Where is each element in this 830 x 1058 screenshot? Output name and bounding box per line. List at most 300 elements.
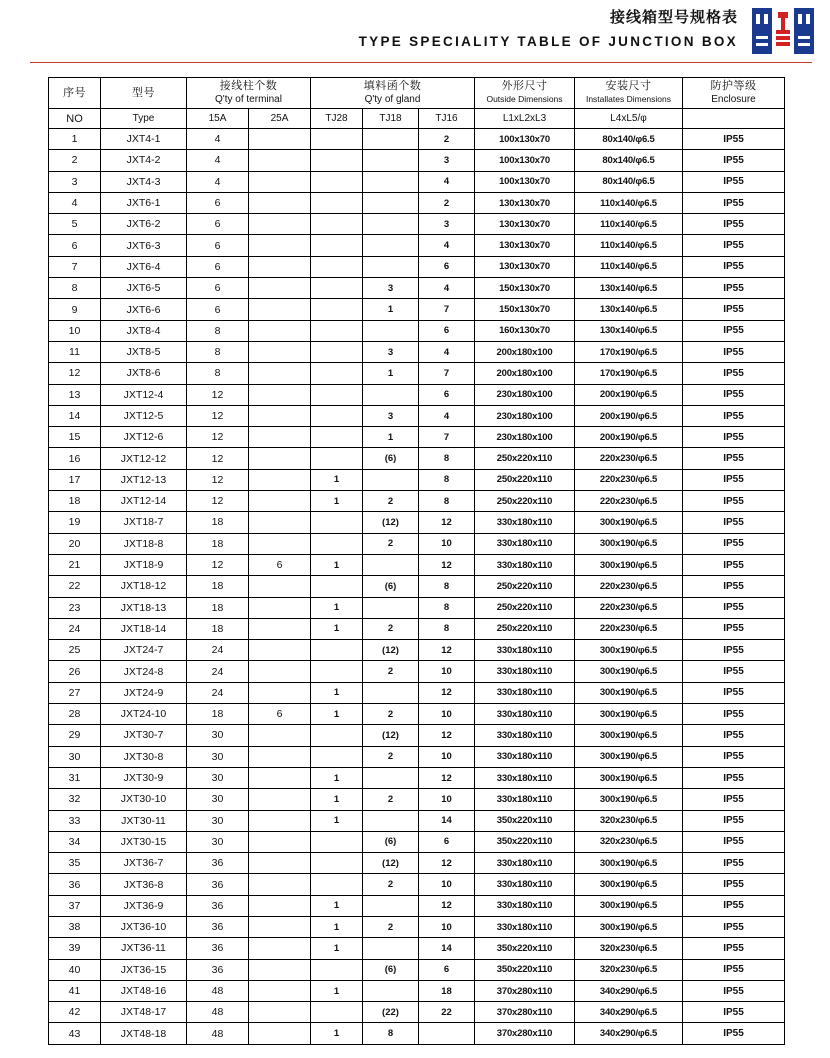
- cell-tj28: [311, 725, 363, 746]
- cell-outside-dimensions: 330x180x110: [475, 895, 575, 916]
- header-type-en: [101, 109, 187, 129]
- header-15a-label: 15A: [208, 113, 227, 124]
- header-tj16-label: TJ16: [435, 113, 458, 124]
- cell-type: JXT12-6: [101, 427, 187, 448]
- cell-outside-dimensions: 330x180x110: [475, 853, 575, 874]
- cell-enclosure: IP55: [683, 959, 785, 980]
- cell-no: 8: [49, 278, 101, 299]
- cell-outside-dimensions: 350x220x110: [475, 831, 575, 852]
- cell-install-dimensions: 300x190/φ6.5: [575, 512, 683, 533]
- cell-type: JXT36-15: [101, 959, 187, 980]
- cell-enclosure: IP55: [683, 789, 785, 810]
- cell-no: 30: [49, 746, 101, 767]
- cell-tj16: 3: [419, 150, 475, 171]
- cell-install-dimensions: 340x290/φ6.5: [575, 1002, 683, 1023]
- cell-outside-dimensions: 200x180x100: [475, 341, 575, 362]
- cell-tj18: [363, 384, 419, 405]
- cell-25a: [249, 916, 311, 937]
- cell-install-dimensions: 300x190/φ6.5: [575, 533, 683, 554]
- cell-25a: [249, 405, 311, 426]
- cell-outside-dimensions: 370x280x110: [475, 1002, 575, 1023]
- cell-no: 16: [49, 448, 101, 469]
- cell-tj18: (12): [363, 853, 419, 874]
- cell-type: JXT6-6: [101, 299, 187, 320]
- cell-install-dimensions: 200x190/φ6.5: [575, 384, 683, 405]
- cell-outside-dimensions: 130x130x70: [475, 214, 575, 235]
- cell-no: 35: [49, 853, 101, 874]
- cell-install-dimensions: 300x190/φ6.5: [575, 767, 683, 788]
- table-row: [49, 363, 785, 384]
- cell-tj28: 1: [311, 895, 363, 916]
- cell-15a: 30: [187, 831, 249, 852]
- cell-tj18: (12): [363, 725, 419, 746]
- cell-tj16: 6: [419, 384, 475, 405]
- cell-enclosure: IP55: [683, 512, 785, 533]
- cell-25a: [249, 661, 311, 682]
- cell-enclosure: IP55: [683, 533, 785, 554]
- cell-type: JXT4-2: [101, 150, 187, 171]
- cell-install-dimensions: 200x190/φ6.5: [575, 405, 683, 426]
- cell-tj18: 2: [363, 704, 419, 725]
- header-install-dims: [575, 109, 683, 129]
- table-row: [49, 150, 785, 171]
- cell-tj18: (12): [363, 512, 419, 533]
- cell-25a: [249, 384, 311, 405]
- cell-type: JXT8-4: [101, 320, 187, 341]
- table-row: [49, 640, 785, 661]
- cell-type: JXT6-5: [101, 278, 187, 299]
- cell-type: JXT24-8: [101, 661, 187, 682]
- cell-tj18: 2: [363, 533, 419, 554]
- cell-tj18: 2: [363, 661, 419, 682]
- cell-15a: 4: [187, 150, 249, 171]
- cell-enclosure: IP55: [683, 256, 785, 277]
- cell-tj28: 1: [311, 980, 363, 1001]
- cell-15a: 48: [187, 1002, 249, 1023]
- cell-outside-dimensions: 150x130x70: [475, 299, 575, 320]
- cell-outside-dimensions: 150x130x70: [475, 278, 575, 299]
- cell-tj28: [311, 640, 363, 661]
- cell-enclosure: IP55: [683, 853, 785, 874]
- cell-15a: 6: [187, 256, 249, 277]
- header-enclosure-cn: 防护等级: [710, 80, 757, 92]
- cell-tj28: [311, 853, 363, 874]
- cell-outside-dimensions: 130x130x70: [475, 192, 575, 213]
- cell-tj16: 10: [419, 704, 475, 725]
- cell-install-dimensions: 130x140/φ6.5: [575, 320, 683, 341]
- header-row-group: [49, 78, 785, 109]
- cell-tj18: [363, 554, 419, 575]
- cell-install-dimensions: 220x230/φ6.5: [575, 597, 683, 618]
- cell-no: 17: [49, 469, 101, 490]
- cell-tj16: 12: [419, 895, 475, 916]
- junction-box-spec-table: [48, 77, 785, 1045]
- cell-no: 41: [49, 980, 101, 1001]
- cell-install-dimensions: 300x190/φ6.5: [575, 640, 683, 661]
- cell-enclosure: IP55: [683, 171, 785, 192]
- cell-tj28: 1: [311, 1023, 363, 1044]
- cell-15a: 24: [187, 682, 249, 703]
- cell-tj18: 2: [363, 916, 419, 937]
- cell-outside-dimensions: 230x180x100: [475, 384, 575, 405]
- cell-tj18: (6): [363, 576, 419, 597]
- cell-no: 2: [49, 150, 101, 171]
- cell-15a: 24: [187, 640, 249, 661]
- cell-no: 6: [49, 235, 101, 256]
- cell-install-dimensions: 170x190/φ6.5: [575, 363, 683, 384]
- header-type-en-label: Type: [132, 113, 155, 124]
- cell-tj28: 1: [311, 491, 363, 512]
- cell-install-dimensions: 80x140/φ6.5: [575, 150, 683, 171]
- cell-no: 1: [49, 129, 101, 150]
- cell-tj16: 12: [419, 767, 475, 788]
- cell-tj28: [311, 533, 363, 554]
- cell-15a: 18: [187, 704, 249, 725]
- table-body: [49, 129, 785, 1045]
- cell-outside-dimensions: 350x220x110: [475, 938, 575, 959]
- table-row: [49, 789, 785, 810]
- cell-no: 28: [49, 704, 101, 725]
- table-row: [49, 980, 785, 1001]
- cell-no: 4: [49, 192, 101, 213]
- cell-outside-dimensions: 250x220x110: [475, 448, 575, 469]
- cell-25a: [249, 171, 311, 192]
- cell-tj28: [311, 363, 363, 384]
- cell-tj18: [363, 320, 419, 341]
- cell-tj16: 10: [419, 874, 475, 895]
- cell-type: JXT48-17: [101, 1002, 187, 1023]
- cell-tj28: 1: [311, 554, 363, 575]
- cell-install-dimensions: 130x140/φ6.5: [575, 299, 683, 320]
- cell-type: JXT36-8: [101, 874, 187, 895]
- cell-no: 18: [49, 491, 101, 512]
- cell-tj16: 12: [419, 682, 475, 703]
- cell-no: 29: [49, 725, 101, 746]
- header-type-cn: [101, 78, 187, 109]
- cell-tj28: [311, 299, 363, 320]
- cell-no: 38: [49, 916, 101, 937]
- table-row: [49, 704, 785, 725]
- cell-install-dimensions: 320x230/φ6.5: [575, 831, 683, 852]
- cell-15a: 6: [187, 235, 249, 256]
- cell-enclosure: IP55: [683, 235, 785, 256]
- cell-outside-dimensions: 370x280x110: [475, 1023, 575, 1044]
- cell-tj18: 2: [363, 618, 419, 639]
- cell-enclosure: IP55: [683, 767, 785, 788]
- cell-15a: 12: [187, 448, 249, 469]
- cell-install-dimensions: 300x190/φ6.5: [575, 746, 683, 767]
- cell-outside-dimensions: 250x220x110: [475, 597, 575, 618]
- header-tj28: [311, 109, 363, 129]
- cell-25a: [249, 874, 311, 895]
- cell-no: 5: [49, 214, 101, 235]
- cell-tj16: 12: [419, 512, 475, 533]
- cell-tj18: 3: [363, 341, 419, 362]
- cell-install-dimensions: 300x190/φ6.5: [575, 725, 683, 746]
- cell-enclosure: IP55: [683, 150, 785, 171]
- cell-enclosure: IP55: [683, 938, 785, 959]
- cell-tj16: 8: [419, 618, 475, 639]
- header-no-en: [49, 109, 101, 129]
- cell-no: 43: [49, 1023, 101, 1044]
- cell-tj28: [311, 384, 363, 405]
- cell-enclosure: IP55: [683, 192, 785, 213]
- cell-25a: [249, 767, 311, 788]
- cell-no: 13: [49, 384, 101, 405]
- cell-tj16: 3: [419, 214, 475, 235]
- cell-tj28: [311, 320, 363, 341]
- header-install-en: Installates Dimensions: [585, 94, 672, 104]
- cell-enclosure: IP55: [683, 554, 785, 575]
- cell-15a: 8: [187, 363, 249, 384]
- cell-25a: [249, 640, 311, 661]
- cell-25a: [249, 320, 311, 341]
- header-terminal: [187, 78, 311, 109]
- cell-25a: [249, 682, 311, 703]
- cell-install-dimensions: 220x230/φ6.5: [575, 469, 683, 490]
- cell-tj28: [311, 1002, 363, 1023]
- table-row: [49, 469, 785, 490]
- cell-install-dimensions: 300x190/φ6.5: [575, 874, 683, 895]
- cell-install-dimensions: 220x230/φ6.5: [575, 491, 683, 512]
- cell-25a: [249, 427, 311, 448]
- cell-outside-dimensions: 330x180x110: [475, 661, 575, 682]
- cell-install-dimensions: 340x290/φ6.5: [575, 980, 683, 1001]
- cell-25a: [249, 853, 311, 874]
- table-row: [49, 810, 785, 831]
- cell-outside-dimensions: 330x180x110: [475, 916, 575, 937]
- cell-tj28: 1: [311, 767, 363, 788]
- cell-tj28: 1: [311, 938, 363, 959]
- cell-type: JXT30-15: [101, 831, 187, 852]
- cell-outside-dimensions: 350x220x110: [475, 810, 575, 831]
- cell-install-dimensions: 300x190/φ6.5: [575, 704, 683, 725]
- cell-no: 10: [49, 320, 101, 341]
- table-row: [49, 853, 785, 874]
- table-row: [49, 129, 785, 150]
- cell-tj28: [311, 405, 363, 426]
- cell-outside-dimensions: 230x180x100: [475, 405, 575, 426]
- cell-tj18: 1: [363, 427, 419, 448]
- cell-no: 33: [49, 810, 101, 831]
- cell-install-dimensions: 80x140/φ6.5: [575, 171, 683, 192]
- cell-tj16: [419, 1023, 475, 1044]
- cell-outside-dimensions: 250x220x110: [475, 576, 575, 597]
- cell-tj18: [363, 171, 419, 192]
- cell-no: 40: [49, 959, 101, 980]
- header-tj18: [363, 109, 419, 129]
- company-logo-icon: [752, 6, 814, 56]
- cell-type: JXT36-7: [101, 853, 187, 874]
- cell-type: JXT36-10: [101, 916, 187, 937]
- cell-tj28: [311, 171, 363, 192]
- cell-type: JXT4-3: [101, 171, 187, 192]
- cell-15a: 18: [187, 618, 249, 639]
- cell-15a: 12: [187, 405, 249, 426]
- cell-no: 31: [49, 767, 101, 788]
- cell-no: 25: [49, 640, 101, 661]
- cell-tj18: [363, 767, 419, 788]
- cell-15a: 24: [187, 661, 249, 682]
- cell-enclosure: IP55: [683, 661, 785, 682]
- cell-type: JXT6-1: [101, 192, 187, 213]
- cell-type: JXT24-9: [101, 682, 187, 703]
- cell-tj16: 12: [419, 554, 475, 575]
- cell-15a: 8: [187, 320, 249, 341]
- cell-25a: [249, 1002, 311, 1023]
- cell-type: JXT12-4: [101, 384, 187, 405]
- cell-type: JXT30-8: [101, 746, 187, 767]
- cell-25a: [249, 278, 311, 299]
- table-head: [49, 78, 785, 129]
- cell-25a: [249, 1023, 311, 1044]
- cell-25a: [249, 597, 311, 618]
- cell-outside-dimensions: 330x180x110: [475, 767, 575, 788]
- cell-install-dimensions: 110x140/φ6.5: [575, 256, 683, 277]
- cell-15a: 18: [187, 512, 249, 533]
- cell-25a: [249, 341, 311, 362]
- header-outside: [475, 78, 575, 109]
- cell-install-dimensions: 110x140/φ6.5: [575, 235, 683, 256]
- cell-15a: 12: [187, 427, 249, 448]
- cell-tj16: 14: [419, 938, 475, 959]
- cell-25a: [249, 129, 311, 150]
- cell-no: 20: [49, 533, 101, 554]
- cell-type: JXT8-5: [101, 341, 187, 362]
- table-row: [49, 746, 785, 767]
- cell-install-dimensions: 300x190/φ6.5: [575, 789, 683, 810]
- table-row: [49, 661, 785, 682]
- cell-tj18: 3: [363, 278, 419, 299]
- page-title-en: TYPE SPECIALITY TABLE OF JUNCTION BOX: [358, 34, 738, 49]
- cell-tj18: 8: [363, 1023, 419, 1044]
- cell-tj28: [311, 235, 363, 256]
- cell-no: 21: [49, 554, 101, 575]
- cell-no: 15: [49, 427, 101, 448]
- cell-25a: [249, 491, 311, 512]
- cell-tj18: [363, 235, 419, 256]
- cell-outside-dimensions: 330x180x110: [475, 874, 575, 895]
- cell-type: JXT8-6: [101, 363, 187, 384]
- cell-tj16: 10: [419, 661, 475, 682]
- cell-25a: 6: [249, 704, 311, 725]
- cell-15a: 4: [187, 129, 249, 150]
- header-install: [575, 78, 683, 109]
- cell-install-dimensions: 200x190/φ6.5: [575, 427, 683, 448]
- cell-install-dimensions: 220x230/φ6.5: [575, 618, 683, 639]
- cell-enclosure: IP55: [683, 980, 785, 1001]
- cell-enclosure: IP55: [683, 129, 785, 150]
- cell-25a: [249, 448, 311, 469]
- cell-outside-dimensions: 330x180x110: [475, 533, 575, 554]
- cell-outside-dimensions: 330x180x110: [475, 704, 575, 725]
- cell-25a: [249, 363, 311, 384]
- cell-type: JXT6-2: [101, 214, 187, 235]
- cell-tj16: 6: [419, 256, 475, 277]
- cell-tj18: [363, 256, 419, 277]
- cell-no: 7: [49, 256, 101, 277]
- cell-25a: [249, 980, 311, 1001]
- cell-install-dimensions: 80x140/φ6.5: [575, 129, 683, 150]
- header-no-cn: [49, 78, 101, 109]
- cell-tj18: (6): [363, 448, 419, 469]
- cell-enclosure: IP55: [683, 341, 785, 362]
- cell-install-dimensions: 220x230/φ6.5: [575, 576, 683, 597]
- cell-outside-dimensions: 250x220x110: [475, 618, 575, 639]
- cell-enclosure: IP55: [683, 576, 785, 597]
- cell-25a: 6: [249, 554, 311, 575]
- header-gland-en: Q'ty of gland: [364, 94, 421, 105]
- cell-type: JXT12-14: [101, 491, 187, 512]
- cell-tj16: 4: [419, 278, 475, 299]
- cell-outside-dimensions: 330x180x110: [475, 746, 575, 767]
- cell-15a: 6: [187, 299, 249, 320]
- table-row: [49, 831, 785, 852]
- cell-tj16: 8: [419, 469, 475, 490]
- page-title-cn: 接线箱型号规格表: [609, 9, 738, 26]
- cell-tj18: 1: [363, 299, 419, 320]
- cell-install-dimensions: 220x230/φ6.5: [575, 448, 683, 469]
- cell-no: 11: [49, 341, 101, 362]
- header-titles: [359, 8, 738, 52]
- cell-enclosure: IP55: [683, 1002, 785, 1023]
- cell-tj28: 1: [311, 597, 363, 618]
- cell-tj16: 10: [419, 916, 475, 937]
- cell-tj16: 10: [419, 746, 475, 767]
- cell-install-dimensions: 320x230/φ6.5: [575, 959, 683, 980]
- table-row: [49, 214, 785, 235]
- cell-outside-dimensions: 330x180x110: [475, 512, 575, 533]
- cell-enclosure: IP55: [683, 214, 785, 235]
- cell-tj18: 2: [363, 874, 419, 895]
- cell-tj16: 7: [419, 299, 475, 320]
- cell-no: 36: [49, 874, 101, 895]
- cell-no: 14: [49, 405, 101, 426]
- cell-outside-dimensions: 330x180x110: [475, 682, 575, 703]
- cell-enclosure: IP55: [683, 597, 785, 618]
- cell-15a: 30: [187, 789, 249, 810]
- cell-no: 37: [49, 895, 101, 916]
- cell-no: 24: [49, 618, 101, 639]
- table-row: [49, 725, 785, 746]
- table-row: [49, 171, 785, 192]
- cell-enclosure: IP55: [683, 469, 785, 490]
- table-row: [49, 874, 785, 895]
- header-enclosure-en: Enclosure: [711, 94, 756, 105]
- cell-type: JXT12-12: [101, 448, 187, 469]
- cell-outside-dimensions: 100x130x70: [475, 150, 575, 171]
- cell-tj18: 1: [363, 363, 419, 384]
- cell-15a: 18: [187, 533, 249, 554]
- cell-25a: [249, 150, 311, 171]
- cell-tj16: 7: [419, 427, 475, 448]
- cell-enclosure: IP55: [683, 916, 785, 937]
- cell-tj28: 1: [311, 682, 363, 703]
- cell-install-dimensions: 300x190/φ6.5: [575, 554, 683, 575]
- cell-enclosure: IP55: [683, 384, 785, 405]
- cell-tj16: 6: [419, 320, 475, 341]
- header-divider: [30, 62, 812, 63]
- cell-outside-dimensions: 330x180x110: [475, 554, 575, 575]
- header-tj18-label: TJ18: [379, 113, 402, 124]
- cell-25a: [249, 895, 311, 916]
- cell-type: JXT18-8: [101, 533, 187, 554]
- cell-no: 23: [49, 597, 101, 618]
- cell-type: JXT4-1: [101, 129, 187, 150]
- cell-15a: 48: [187, 1023, 249, 1044]
- cell-tj16: 4: [419, 235, 475, 256]
- cell-outside-dimensions: 160x130x70: [475, 320, 575, 341]
